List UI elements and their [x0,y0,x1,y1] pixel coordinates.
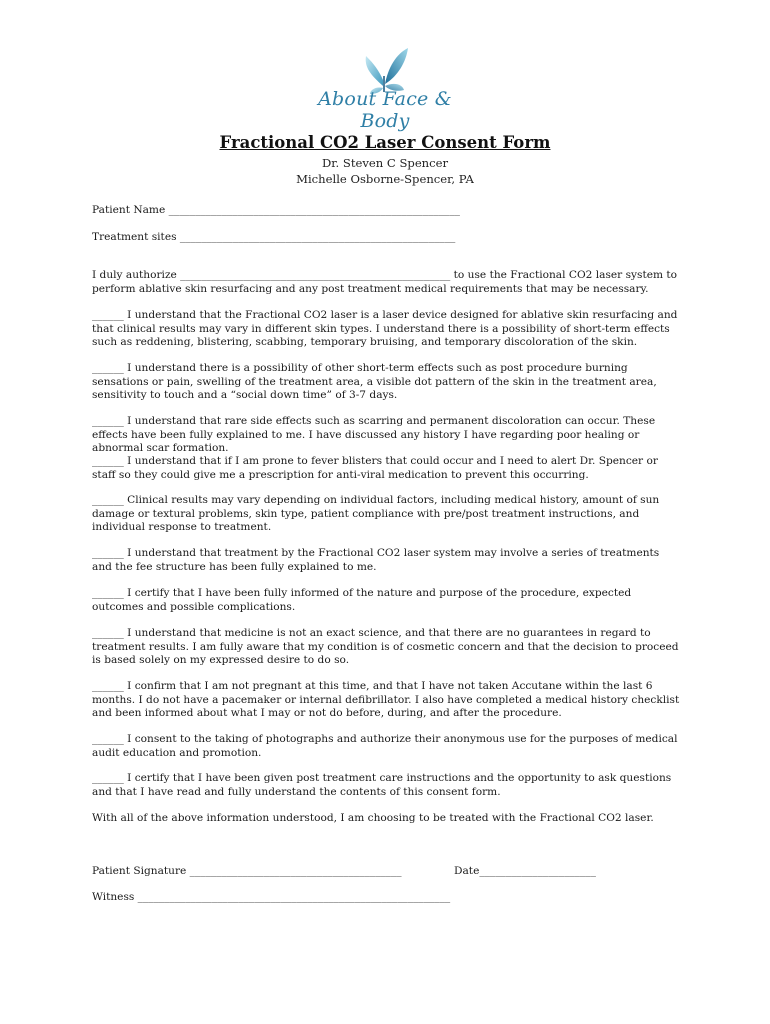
authorization-statement: I duly authorize ___________________________________________________ to use the Fractional CO2 laser system to perform ablative skin resurfacing and any post treatment medical requirements that may be necessary. [92,269,678,295]
witness-field[interactable]: Witness ___________________________________________________________ [92,891,451,903]
treatment-sites-field[interactable]: Treatment sites ____________________________________________________ [92,231,456,243]
date-field[interactable]: Date______________________ [454,865,596,877]
consent-item: ______ I understand that rare side effects such as scarring and permanent discoloration can occur. These effects have been fully explained to me. I have discussed any history I have regarding poor healing or abnormal scar formation. [92,415,656,454]
form-title: Fractional CO2 Laser Consent Form [219,133,551,152]
patient-name-field[interactable]: Patient Name _______________________________________________________ [92,204,460,216]
closing-statement: With all of the above information understood, I am choosing to be treated with the Fractional CO2 laser. [92,812,654,824]
consent-item: ______ I understand that if I am prone to fever blisters that could occur and I need to alert Dr. Spencer or staff so they could give me a prescription for anti-viral medication to prevent this occurring. [92,455,658,481]
consent-item: ______ I understand that medicine is not an exact science, and that there are no guarantees in regard to treatment results. I am fully aware that my condition is of cosmetic concern and that the decision to proceed is based solely on my expressed desire to do so. [92,627,679,666]
consent-item: ______ Clinical results may vary depending on individual factors, including medical history, amount of sun damage or textural problems, skin type, patient compliance with pre/post treatment instructions, and individual response to treatment. [92,494,660,533]
consent-item: ______ I understand there is a possibility of other short-term effects such as post procedure burning sensations or pain, swelling of the treatment area, a visible dot pattern of the skin in the treatment area, sensitivity to touch and a “social down time” of 3-7 days. [92,362,657,401]
consent-item: ______ I understand that the Fractional CO2 laser is a laser device designed for ablative skin resurfacing and that clinical results may vary in different skin types. I understand there is a possibility of short-term effects such as reddening, blistering, scabbing, temporary bruising, and temporary discoloration of the skin. [92,309,678,348]
consent-item: ______ I understand that treatment by the Fractional CO2 laser system may involve a series of treatments and the fee structure has been fully explained to me. [92,547,660,573]
patient-signature-field[interactable]: Patient Signature ________________________________________ [92,865,402,877]
brand-logo [300,46,470,132]
consent-item: ______ I consent to the taking of photographs and authorize their anonymous use for the purposes of medical audit education and promotion. [92,733,678,759]
consent-item: ______ I certify that I have been fully informed of the nature and purpose of the procedure, expected outcomes and possible complications. [92,587,632,613]
consent-item: ______ I confirm that I am not pregnant at this time, and that I have not taken Accutane within the last 6 months. I do not have a pacemaker or internal defibrillator. I also have completed a medical history checklist and been informed about what I may or not do before, during, and after the procedure. [92,680,680,719]
doctor-name: Dr. Steven C Spencer [321,156,449,170]
brand-name: About Face & Body [318,88,452,132]
consent-item: ______ I certify that I have been given post treatment care instructions and the opportunity to ask questions and that I have read and fully understand the contents of this consent form. [92,772,672,798]
assistant-name: Michelle Osborne-Spencer, PA [296,172,474,186]
